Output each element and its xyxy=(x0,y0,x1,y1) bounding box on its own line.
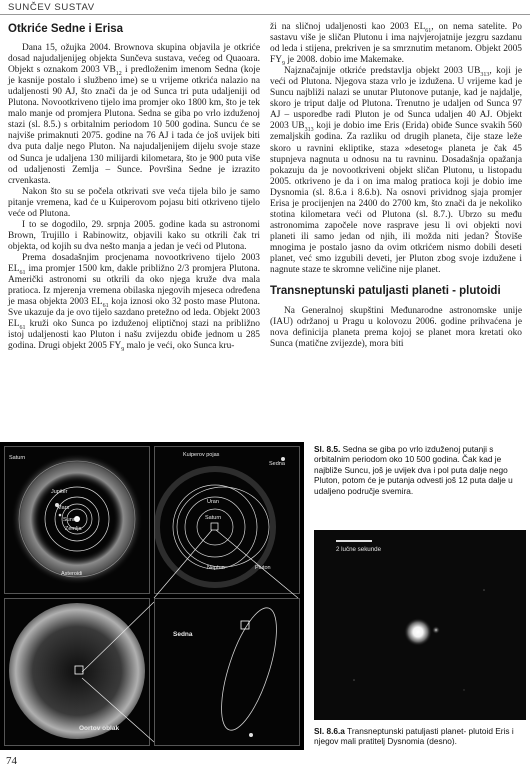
oort-cloud-label: Oortov oblak xyxy=(79,725,120,732)
sedna-big-label: Sedna xyxy=(173,631,193,638)
sun-label: Sunce xyxy=(63,517,79,523)
right-column xyxy=(270,22,522,350)
panel-connector-lines xyxy=(0,442,304,750)
neptune-label: Neptun xyxy=(207,565,225,571)
eris-object xyxy=(404,618,432,646)
scale-label: 2 lučne sekunde xyxy=(336,546,382,553)
saturn-label-outer: Saturn xyxy=(205,515,222,521)
asteroids-label: Asteroidi xyxy=(61,571,83,577)
kuiper-belt-label: Kuiperov pojas xyxy=(183,452,220,458)
paragraph: ži na sličnoj udaljenosti kao 2003 $EL_{61}$, on nema satelite. Po sastavu više je sličan Plutonu i ima najvjerojatnije jezgru sazdanu od leda i stijena, prekriven je sa smrznutim metanom. Objekt 2005 $FY_9$ je 2008. dobio ime Makemake. xyxy=(270,22,522,68)
paragraph: I to se dogodilo, 29. srpnja 2005. godine kada su astronomi Brown, Trujillo i Rabinowitz, objavili kako su otkrili čak tri objekta, od kojih su dva nešto manja a jedan je veći od Plutona. xyxy=(8,219,260,252)
mars-label: Mars xyxy=(57,505,70,511)
left-column xyxy=(8,22,260,352)
running-head: SUNČEV SUSTAV xyxy=(8,2,95,13)
header-rule xyxy=(0,14,530,15)
caption-text: Sedna se giba po vrlo izduženoj putanji s orbitalnim periodom oko 10 500 godina. Čak kad je najbliže Suncu, još je uvijek dva i pol puta dalje nego Pluton, potom će je putanja odvesti još 12 puta dalje u udaljeno područje svemira. xyxy=(314,444,513,496)
page-number: 74 xyxy=(6,755,17,767)
figure-caption-8-6a xyxy=(314,726,524,747)
uranus-label: Uran xyxy=(207,499,219,505)
caption-number: Sl. 8.6.a xyxy=(314,726,345,736)
paragraph: Nakon što su se počela otkrivati sve veća tijela bilo je samo pitanje vremena, kad će u Kuiperovom pojasu biti otkriveno tijelo veće od Plutona. xyxy=(8,186,260,219)
jupiter-label: Jupiter xyxy=(51,489,68,495)
earth-label: Zemlja xyxy=(65,526,82,532)
sedna-small-label: Sedna xyxy=(269,461,285,467)
dysnomia-object xyxy=(432,626,440,634)
eris-image xyxy=(314,530,526,720)
paragraph: Prema dosadašnjim procjenama novootkriveno tijelo 2003 $EL_{61}$ ima promjer 1500 km, dakle približno 2/3 promjera Plutona. Američki astronomi su otkrili da oko njega kruže dva mala pratioca. Iz mjerenja vremena obilaska njegovih mjeseca određena je masa objekta 2003 $EL_{61}$ koja iznosi oko 32 posto mase Plutona. Sve ukazuje da je ovo tijelo sazdano pretežno od leda. Objekt 2003 $EL_{61}$ kruži oko Sunca po izduženoj eliptičnoj stazi na približno istoj udaljenosti kao Pluton i našu zvijezdu obiđe jednom u 285 godina. Drugi objekt 2005 $FY_9$ malo je veći, oko Sunca kru- xyxy=(8,252,261,354)
paragraph: Na Generalnoj skupštini Međunarodne astronomske unije (IAU) održanoj u Pragu u kolovozu 2006. godine prihvaćena je nova definicija planeta prema kojoj se planet mora kretati oko Sunca (matične zvijezde), mora biti xyxy=(270,306,522,350)
eris-dysnomia-photo xyxy=(314,530,526,720)
caption-number: Sl. 8.5. xyxy=(314,444,341,454)
paragraph: Dana 15, ožujka 2004. Brownova skupina objavila je otkriće dosad najudaljenijeg objekta Sunčeva sustava, većeg od Quaoara. Objekt s oznakom 2003 $VB_{12}$ i predloženim imenom Sedna (koje je kasnije postalo i službeno ime) se u vrijeme otkrića nalazio na udaljenosti 90 AJ, što znači da je od Sunca tri puta udaljeniji od Plutona. Novootkriveno tijelo ima promjer oko 1800 km, što je tek malo manje od promjera Plutona. Sedna se giba po vrlo izduženoj stazi (sl. 8.5.) s orbitalnim periodom 10 500 godina. Suncu će se najviše primaknuti 2075. godine na 76 AJ i tada će još uvijek biti dva puta dalje nego Pluton. Na najudaljenijem dijelu svoje staze od Sunca je udaljena 130 milijardi kilometara, što je 900 puta više od udaljenosti Zemlja – Sunce. Površina Sedne je izrazito crvenkasta. xyxy=(8,43,260,186)
saturn-label: Saturn xyxy=(9,455,26,461)
caption-text: Transneptunski patuljasti planet- plutoid Eris i njegov mali pratitelj Dysnomia (desno). xyxy=(314,726,514,747)
sedna-orbit-figure xyxy=(0,442,304,750)
figure-caption-8-5 xyxy=(314,444,524,496)
pluto-label: Pluton xyxy=(255,565,271,571)
paragraph: Najznačajnije otkriće predstavlja objekt 2003 $UB_{313}$, koji je veći od Plutona. Njegova staza vrlo je izdužena. U vrijeme kad je Suncu najbliži nalazi se unutar Plutonove putanje, kad je najdalje, skoro je triput dalje od Plutona. Trenutno je udaljen od Sunca 97 AJ – usporedbe radi Pluton je od Sunca udaljen 40 AJ. Objekt 2003 $UB_{313}$ koji je dobio ime Eris (Erida) obiđe Sunce svakih 560 zemaljskih godina. Za razliku od drugih planeta, čije staze leže skoro u ravnini ekliptike, staza »desetog« planeta je čak 45 stupnjeva nagnuta u odnosu na tu ravninu. Dosadašnja opažanja pokazuju da je novootkriveni objekt sličan Plutonu, u listopadu 2005. otkriveno je da i on ima malog pratioca koji je dobio ime Dysnomia (sl. 8.6.a i 8.6.b). Na osnovi prividnog sjaja promjer Erisa je procijenjen na 2400 do 2700 km, što znači da je nekoliko stotina kilometara veći od Plutona (sl. 8.7.). Ubrzo su među astronomima započele nove rasprave jesu li ovi objekti novi planeti ili samo jedan od njih, ili možda niti jedan? Štoviše mnogima je postalo jasno da ovim otkrićem nismo dobili deseti planet, već smo izgubili deveti, jer Pluton zbog svoje izdužene i nagnute staze te skromne veličine nije planet. xyxy=(270,66,522,276)
section-title-sedna-eris: Otkriće Sedne i Erisa xyxy=(8,23,124,35)
section-title-plutoids: Transneptunski patuljasti planeti - plutoidi xyxy=(270,285,501,298)
